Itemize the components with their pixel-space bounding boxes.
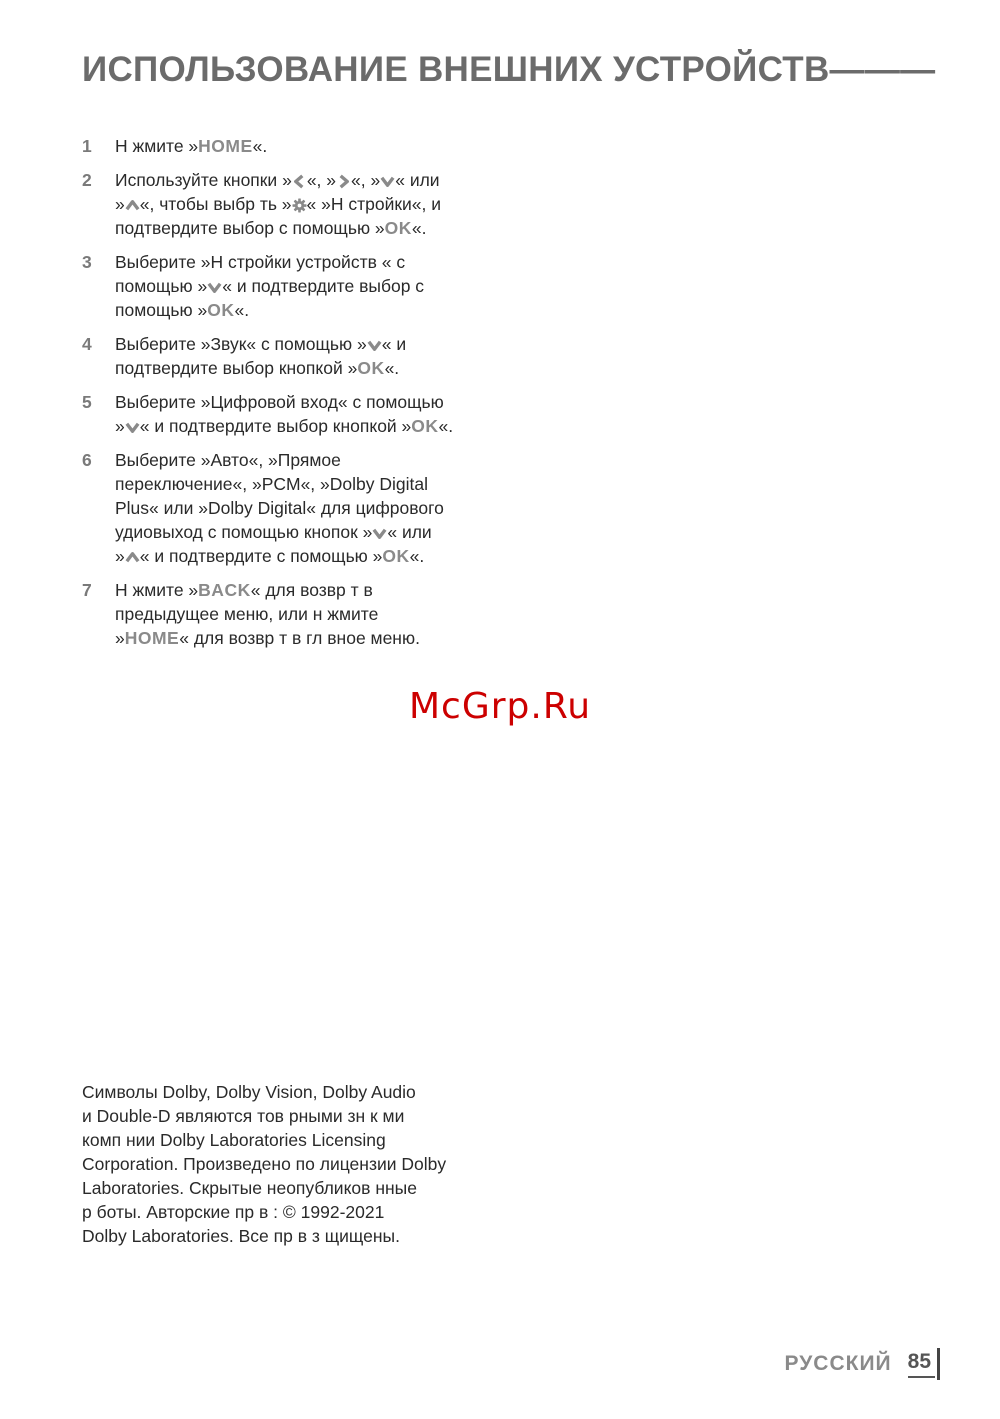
legal-line: Dolby Laboratories. Все пр в з щищены. bbox=[82, 1226, 400, 1246]
legal-line: Символы Dolby, Dolby Vision, Dolby Audio bbox=[82, 1082, 416, 1102]
step-line: Выберите »Цифровой вход« с помощью bbox=[115, 392, 444, 412]
step-number: 6 bbox=[82, 450, 92, 470]
step-6 bbox=[82, 448, 522, 568]
chevron-down-icon bbox=[372, 526, 387, 541]
step-4 bbox=[82, 332, 522, 380]
chevron-up-icon bbox=[125, 198, 140, 213]
step-line: Н жмите »BACK« для возвр т в bbox=[115, 580, 373, 600]
legal-line: Laboratories. Скрытые неопубликов нные bbox=[82, 1178, 417, 1198]
step-number: 3 bbox=[82, 252, 92, 272]
step-line: Н жмите »HOME«. bbox=[115, 136, 268, 156]
step-line: помощью » « и подтвердите выбор с bbox=[115, 276, 425, 296]
step-line: »HOME« для возвр т в гл вное меню. bbox=[115, 628, 420, 648]
home-key-label: HOME bbox=[124, 628, 180, 648]
step-line: переключение«, »PCM«, »Dolby Digital bbox=[115, 474, 429, 494]
chevron-down-icon bbox=[380, 174, 395, 189]
chevron-right-icon bbox=[336, 174, 351, 189]
chevron-up-icon bbox=[125, 550, 140, 565]
chevron-down-icon bbox=[125, 420, 140, 435]
gear-icon bbox=[292, 198, 307, 213]
legal-line: р боты. Авторские пр в : © 1992-2021 bbox=[82, 1202, 385, 1222]
legal-line: комп нии Dolby Laboratories Licensing bbox=[82, 1130, 386, 1150]
ok-key-label: OK bbox=[382, 546, 410, 566]
step-1 bbox=[82, 134, 522, 158]
language-label: РУССКИЙ bbox=[784, 1352, 892, 1375]
step-number: 4 bbox=[82, 334, 92, 354]
step-number: 2 bbox=[82, 170, 92, 190]
chevron-down-icon bbox=[207, 280, 222, 295]
ok-key-label: OK bbox=[357, 358, 385, 378]
step-line: Выберите »Авто«, »Прямое bbox=[115, 450, 341, 470]
legal-line: и Double-D являются тов рными зн к ми bbox=[82, 1106, 405, 1126]
chevron-left-icon bbox=[292, 174, 307, 189]
back-key-label: BACK bbox=[198, 580, 251, 600]
step-line: Выберите »Звук« с помощью » « и bbox=[115, 334, 407, 354]
step-number: 5 bbox=[82, 392, 92, 412]
step-5 bbox=[82, 390, 522, 438]
step-2 bbox=[82, 168, 522, 240]
step-line: Выберите »Н стройки устройств « с bbox=[115, 252, 406, 272]
step-line: Plus« или »Dolby Digital« для цифрового bbox=[115, 498, 444, 518]
ok-key-label: OK bbox=[411, 416, 439, 436]
step-line: помощью »OK«. bbox=[115, 300, 250, 320]
page-title: ИСПОЛЬЗОВАНИЕ ВНЕШНИХ УСТРОЙСТВ——— bbox=[82, 50, 936, 89]
home-key-label: HOME bbox=[198, 136, 253, 156]
chevron-down-icon bbox=[367, 338, 382, 353]
page-number: 85 bbox=[908, 1350, 935, 1378]
step-line: подтвердите выбор с помощью »OK«. bbox=[115, 218, 427, 238]
ok-key-label: OK bbox=[207, 300, 235, 320]
step-line: » «, чтобы выбр ть » « »Н стройки«, и bbox=[115, 194, 442, 214]
step-3 bbox=[82, 250, 522, 322]
legal-line: Corporation. Произведено по лицензии Dolby bbox=[82, 1154, 447, 1174]
step-line: удиовыход с помощью кнопок » « или bbox=[115, 522, 432, 542]
footer-divider bbox=[937, 1348, 940, 1380]
step-line: предыдущее меню, или н жмите bbox=[115, 604, 379, 624]
step-7 bbox=[82, 578, 522, 650]
step-number: 7 bbox=[82, 580, 92, 600]
step-line: подтвердите выбор кнопкой »OK«. bbox=[115, 358, 400, 378]
step-line: » « и подтвердите с помощью »OK«. bbox=[115, 546, 425, 566]
step-number: 1 bbox=[82, 136, 92, 156]
page-footer bbox=[785, 1348, 941, 1380]
watermark: McGrp.Ru bbox=[408, 686, 592, 727]
step-line: Используйте кнопки » «, » «, » « или bbox=[115, 170, 440, 190]
instruction-steps bbox=[82, 134, 522, 660]
legal-notice bbox=[82, 1080, 522, 1248]
ok-key-label: OK bbox=[384, 218, 412, 238]
step-line: » « и подтвердите выбор кнопкой »OK«. bbox=[115, 416, 454, 436]
